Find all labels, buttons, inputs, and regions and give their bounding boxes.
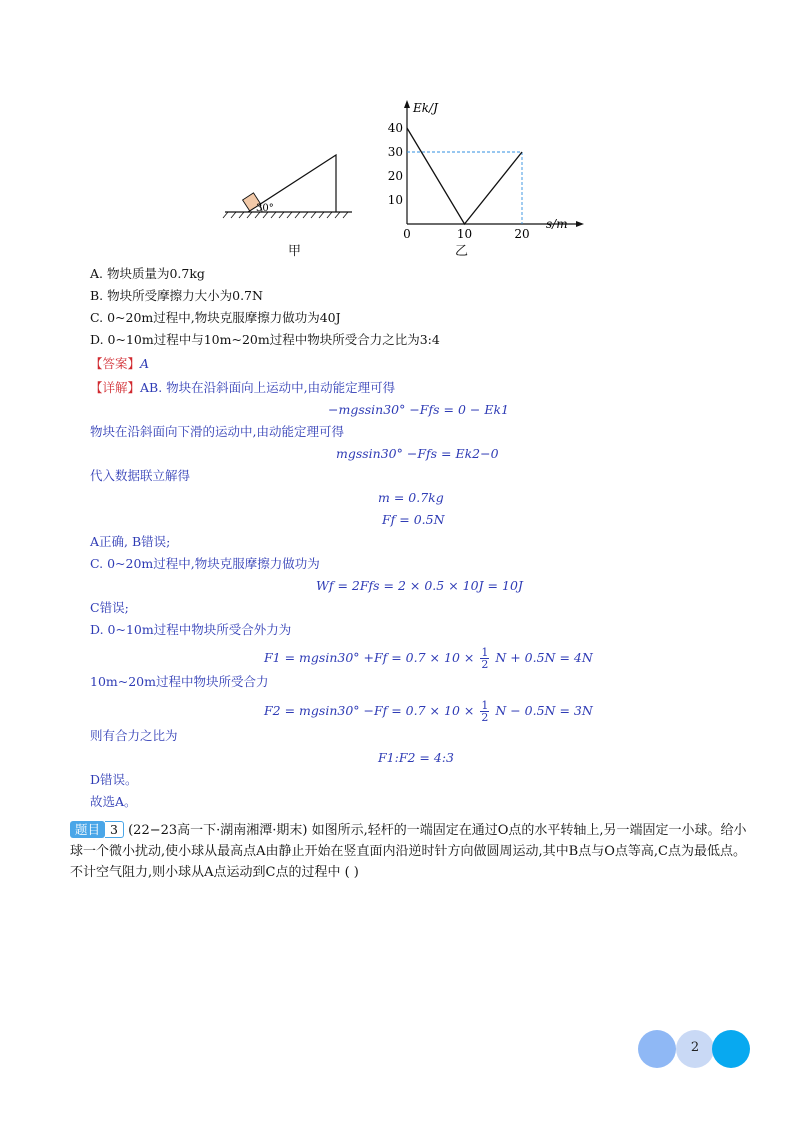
equation-7 bbox=[264, 700, 593, 723]
equation-7-left: F2 = mgsin30° −Ff = 0.7 × 10 × bbox=[264, 703, 475, 718]
x-tick-label: 20 bbox=[514, 227, 530, 240]
detail-line-7: D. 0~10m过程中物块所受合外力为 bbox=[90, 622, 292, 637]
detail-line-3: 代入数据联立解得 bbox=[90, 468, 191, 483]
y-axis-arrow bbox=[404, 100, 410, 108]
detail-line-2: 物块在沿斜面向下滑的运动中,由动能定理可得 bbox=[90, 424, 344, 439]
equation-1: −mgssin30° −Ffs = 0 − Ek1 bbox=[328, 402, 509, 417]
page-deco-circle-right bbox=[712, 1030, 750, 1068]
ek-series-line bbox=[407, 128, 522, 224]
equation-6 bbox=[264, 647, 593, 670]
detail-line-10: D错误。 bbox=[90, 772, 138, 787]
option-b: B. 物块所受摩擦力大小为0.7N bbox=[90, 288, 263, 303]
question-text: (22−23高一下·湖南湘潭·期末) 如图所示,轻杆的一端固定在通过O点的水平转轴上,另一端固定一小球。给小球一个微小扰动,使小球从最高点A由静止开始在竖直面内沿逆时针方向做圆周运动,其中B点与O点等高,C点为最低点。不计空气阻力,则小球从A点运动到C点的过程中 ( ) bbox=[70, 823, 747, 880]
y-tick-label: 10 bbox=[387, 193, 403, 207]
equation-7-right: N − 0.5N = 3N bbox=[495, 703, 593, 718]
fraction-den-2: 2 bbox=[481, 711, 489, 724]
fraction-half bbox=[480, 647, 489, 670]
equation-2: mgssin30° −Ffs = Ek2−0 bbox=[336, 446, 499, 461]
detail-line-5: C. 0~20m过程中,物块克服摩擦力做功为 bbox=[90, 556, 320, 571]
ek-s-graph bbox=[385, 100, 605, 240]
detail-text-1: AB. 物块在沿斜面向上运动中,由动能定理可得 bbox=[140, 380, 396, 395]
right-figure-caption: 乙 bbox=[455, 244, 469, 259]
fraction-num: 1 bbox=[481, 646, 489, 659]
y-axis-label: Ek/J bbox=[413, 101, 438, 115]
answer-line bbox=[90, 356, 149, 372]
option-a: A. 物块质量为0.7kg bbox=[90, 266, 205, 281]
fraction-half-2 bbox=[480, 700, 489, 723]
equation-6-left: F1 = mgsin30° +Ff = 0.7 × 10 × bbox=[264, 650, 475, 665]
fraction-num-2: 1 bbox=[481, 699, 489, 712]
x-axis-label: s/m bbox=[546, 217, 568, 231]
left-figure-caption: 甲 bbox=[288, 244, 302, 259]
y-tick-label: 30 bbox=[387, 145, 403, 159]
detail-line-1 bbox=[90, 380, 395, 396]
question-tag: 题目 bbox=[70, 821, 105, 838]
y-tick-label: 40 bbox=[387, 121, 403, 135]
equation-3: m = 0.7kg bbox=[378, 490, 444, 505]
detail-line-9: 则有合力之比为 bbox=[90, 728, 178, 743]
option-d: D. 0~10m过程中与10m~20m过程中物块所受合力之比为3:4 bbox=[90, 332, 440, 347]
x-axis-arrow bbox=[576, 221, 584, 227]
equation-4: Ff = 0.5N bbox=[382, 512, 445, 527]
equation-8: F1:F2 = 4:3 bbox=[378, 750, 455, 765]
x-tick-label: 10 bbox=[456, 227, 473, 240]
x-tick-label: 0 bbox=[403, 227, 411, 240]
fraction-den: 2 bbox=[481, 658, 489, 671]
equation-5: Wf = 2Ffs = 2 × 0.5 × 10J = 10J bbox=[316, 578, 523, 593]
detail-line-4: A正确, B错误; bbox=[90, 534, 171, 549]
answer-label: 【答案】 bbox=[90, 356, 141, 371]
detail-line-6: C错误; bbox=[90, 600, 129, 615]
y-tick-label: 20 bbox=[387, 169, 403, 183]
question-number: 3 bbox=[105, 821, 124, 838]
angle-label: 30° bbox=[256, 203, 274, 214]
detail-line-11: 故选A。 bbox=[90, 794, 137, 809]
option-c: C. 0~20m过程中,物块克服摩擦力做功为40J bbox=[90, 310, 341, 325]
page-deco-circle-left bbox=[638, 1030, 676, 1068]
detail-label: 【详解】 bbox=[90, 380, 141, 395]
page-number: 2 bbox=[690, 1040, 700, 1055]
answer-value: A bbox=[140, 356, 150, 371]
equation-6-right: N + 0.5N = 4N bbox=[495, 650, 593, 665]
question-3 bbox=[70, 820, 750, 883]
detail-line-8: 10m~20m过程中物块所受合力 bbox=[90, 674, 269, 689]
